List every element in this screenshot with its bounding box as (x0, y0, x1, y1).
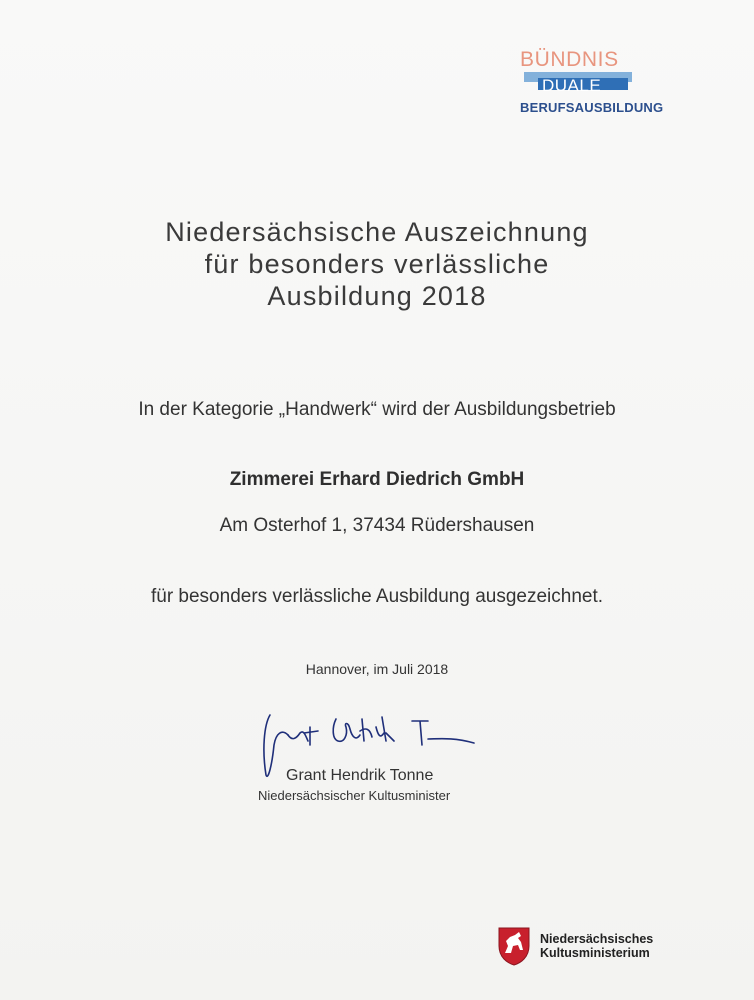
ministry-name-line-1: Niedersächsisches (540, 932, 654, 946)
logo-line-berufsausbildung: BERUFSAUSBILDUNG (520, 100, 664, 115)
award-text: für besonders verlässliche Ausbildung ausgezeichnet. (150, 586, 604, 607)
logo-line-duale: DUALE (542, 76, 602, 95)
ministry-name-line-2: Kultusministerium (540, 946, 650, 960)
buendnis-duale-berufsausbildung-logo (520, 48, 670, 128)
intro-text: In der Kategorie „Handwerk“ wird der Ausbildungsbetrieb (138, 399, 616, 420)
title-line-1: Niedersächsische Auszeichnung (165, 217, 589, 247)
lower-saxony-horse-crest-icon (497, 926, 531, 966)
ministry-name (540, 932, 653, 960)
title-line-3: Ausbildung 2018 (267, 281, 487, 311)
logo-line-buendnis: BÜNDNIS (520, 48, 619, 71)
company-address: Am Osterhof 1, 37434 Rüdershausen (219, 515, 535, 536)
title-line-2: für besonders verlässliche (204, 249, 550, 279)
signer-role: Niedersächsischer Kultusminister (258, 788, 451, 803)
place-date: Hannover, im Juli 2018 (305, 661, 449, 677)
signer-name: Grant Hendrik Tonne (286, 767, 434, 784)
company-name: Zimmerei Erhard Diedrich GmbH (229, 469, 525, 490)
certificate-title (0, 216, 754, 312)
ministry-logo (497, 926, 677, 972)
